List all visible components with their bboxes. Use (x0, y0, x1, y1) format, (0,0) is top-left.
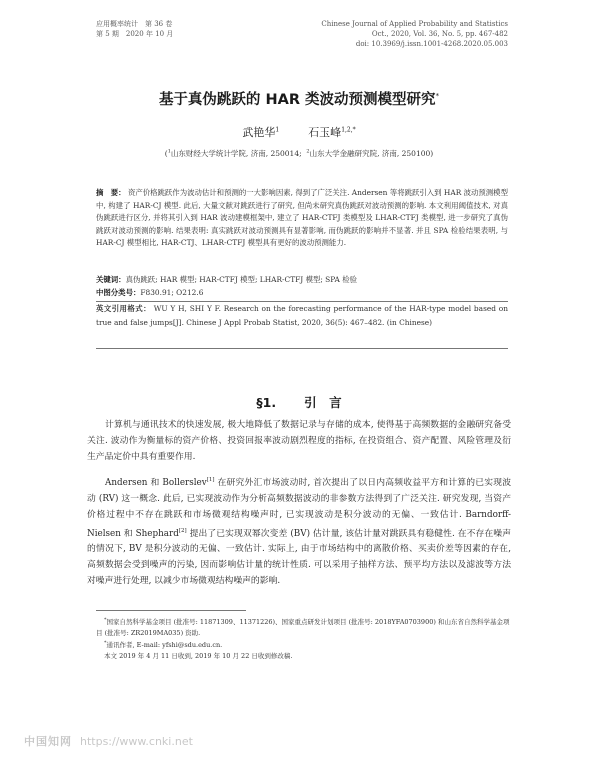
author-name: 武艳华 (242, 126, 276, 139)
affiliations: ($^1$山东财经大学统计学院, 济南, 250014; $^2$山东大学金融研究院, 济南, 250100) (164, 148, 434, 158)
paper-title (0, 88, 598, 109)
watermark-logo-text: 中国知网 (24, 735, 72, 748)
keywords (96, 274, 508, 286)
citation-text: WU Y H, SHI Y F. Research on the forecasting performance of the HAR-type model based on true and false jumps[J]. Chinese J Appl Probab Statist, 2020, 36(5): 467–482. (in Chinese) (96, 304, 508, 327)
header-journal-name: Chinese Journal of Applied Probability and Statistics (321, 20, 508, 28)
section-heading (0, 393, 598, 411)
body-paragraph: Andersen 和 Bollerslev[1] 在研究外汇市场波动时, 首次提出了以日内高频收益平方和计算的已实现波动 (RV) 这一概念. 此后, 已实现波动作为分析高频数据波动的非参数方法得到了广泛关注. 研究发现, 当资产价格过程中不存在跳跃和市场微观结构噪声时, 已实现波动是积分波动的无偏、一致估计. Barndorff-Nielsen 和 Shephard[2] 提出了已实现双幂次变差 (BV) 估计量, 该估计量对跳跃具有稳健性. 在不存在噪声的情况下, BV 是积分波动的无偏、一致估计. 实际上, 由于市场结构中的离散价格、买卖价差等因素的存在, 高频数据会受到噪声的污染, 因而影响估计量的统计性质. 可以采用子抽样方法、预平均方法以及滤波等方法对噪声进行处理, 以减少市场微观结构噪声的影响. (87, 477, 511, 587)
citation-ref[interactable]: [2] (178, 527, 187, 534)
authors (0, 124, 598, 140)
author-affil-mark: 1,2,* (341, 126, 356, 134)
body-paragraph: 计算机与通讯技术的快速发展, 极大地降低了数据记录与存储的成本, 使得基于高频数据的金融研究备受关注. 波动作为衡量标的资产价格、投资回报率波动剧烈程度的指标, 在投资组合、资产配置、风险管理及衍生产品定价中具有重要作用. (87, 420, 511, 462)
classification-label: 中图分类号： (96, 288, 141, 297)
citation-format (96, 302, 508, 329)
author-name: 石玉峰 (308, 126, 342, 139)
footnote-rule (96, 610, 246, 611)
footnote-received: 本文 2019 年 4 月 11 日收到, 2019 年 10 月 22 日收到修改稿. (104, 652, 293, 660)
abstract (96, 187, 508, 250)
section-title: 引 言 (304, 395, 342, 410)
header-issue: 第 5 期 2020 年 10 月 (96, 30, 174, 38)
section-number: §1. (256, 395, 277, 410)
keywords-text: 真伪跳跃; HAR 模型; HAR-CTFJ 模型; LHAR-CTFJ 模型; SPA 检验 (125, 275, 358, 284)
author-affil-mark: 1 (275, 126, 280, 134)
classification (96, 287, 508, 299)
cnki-watermark (24, 733, 193, 749)
title-footnote-mark: * (435, 92, 440, 101)
classification-text: F830.91; O212.6 (140, 288, 204, 297)
header-volume: 应用概率统计 第 36 卷 (96, 20, 173, 28)
footnote-funding: *国家自然科学基金项目 (批准号: 11871309、11371226)、国家重点研发计划项目 (批准号: 2018YFA0703900) 和山东省自然科学基金项目 (批准号: ZR2019MA035) 资助. (96, 617, 510, 638)
affiliation: 山东财经大学统计学院, 济南, 250014; (170, 149, 302, 158)
footnote-corresponding: *通讯作者, E-mail: yfshi@sdu.edu.cn. (104, 640, 223, 650)
journal-header-left (96, 19, 173, 39)
header-doi: doi: 10.3969/j.issn.1001-4268.2020.05.003 (355, 40, 508, 48)
abstract-text: 资产价格跳跃作为波动估计和预测的一大影响因素, 得到了广泛关注. Andersen 等将跳跃引入到 HAR 波动预测模型中, 构建了 HAR-CJ 模型. 此后, 大量文献对跳跃进行了研究, 但尚未研究真伪跳跃对波动预测的影响. 本文利用阈值技术, 对真伪跳跃进行区分, 并将其引入到 HAR 波动建模框架中, 建立了 HAR-CTFJ 类模型及 LHAR-CTFJ 类模型, 进一步研究了真伪跳跃对波动预测的影响. 结果表明: 真实跳跃对波动预测具有显著影响, 而伪跳跃的影响并不显著. 并且 SPA 检验结果表明, 与 HAR-CJ 模型相比, HAR-CTJ、LHAR-CTFJ 模型具有更好的波动预测能力. (96, 188, 508, 248)
journal-header-right (321, 19, 508, 49)
keywords-label: 关键词： (96, 275, 126, 284)
citation-ref[interactable]: [1] (206, 477, 215, 483)
watermark-url: https://www.cnki.net (80, 735, 193, 748)
paper-title-text: 基于真伪跳跃的 HAR 类波动预测模型研究 (158, 92, 436, 108)
divider (96, 348, 508, 349)
citation-label: 英文引用格式： (96, 304, 151, 313)
header-issue-pages: Oct., 2020, Vol. 36, No. 5, pp. 467-482 (371, 30, 508, 38)
affiliation: 山东大学金融研究院, 济南, 250100) (309, 149, 434, 158)
abstract-label: 摘 要： (96, 188, 126, 197)
